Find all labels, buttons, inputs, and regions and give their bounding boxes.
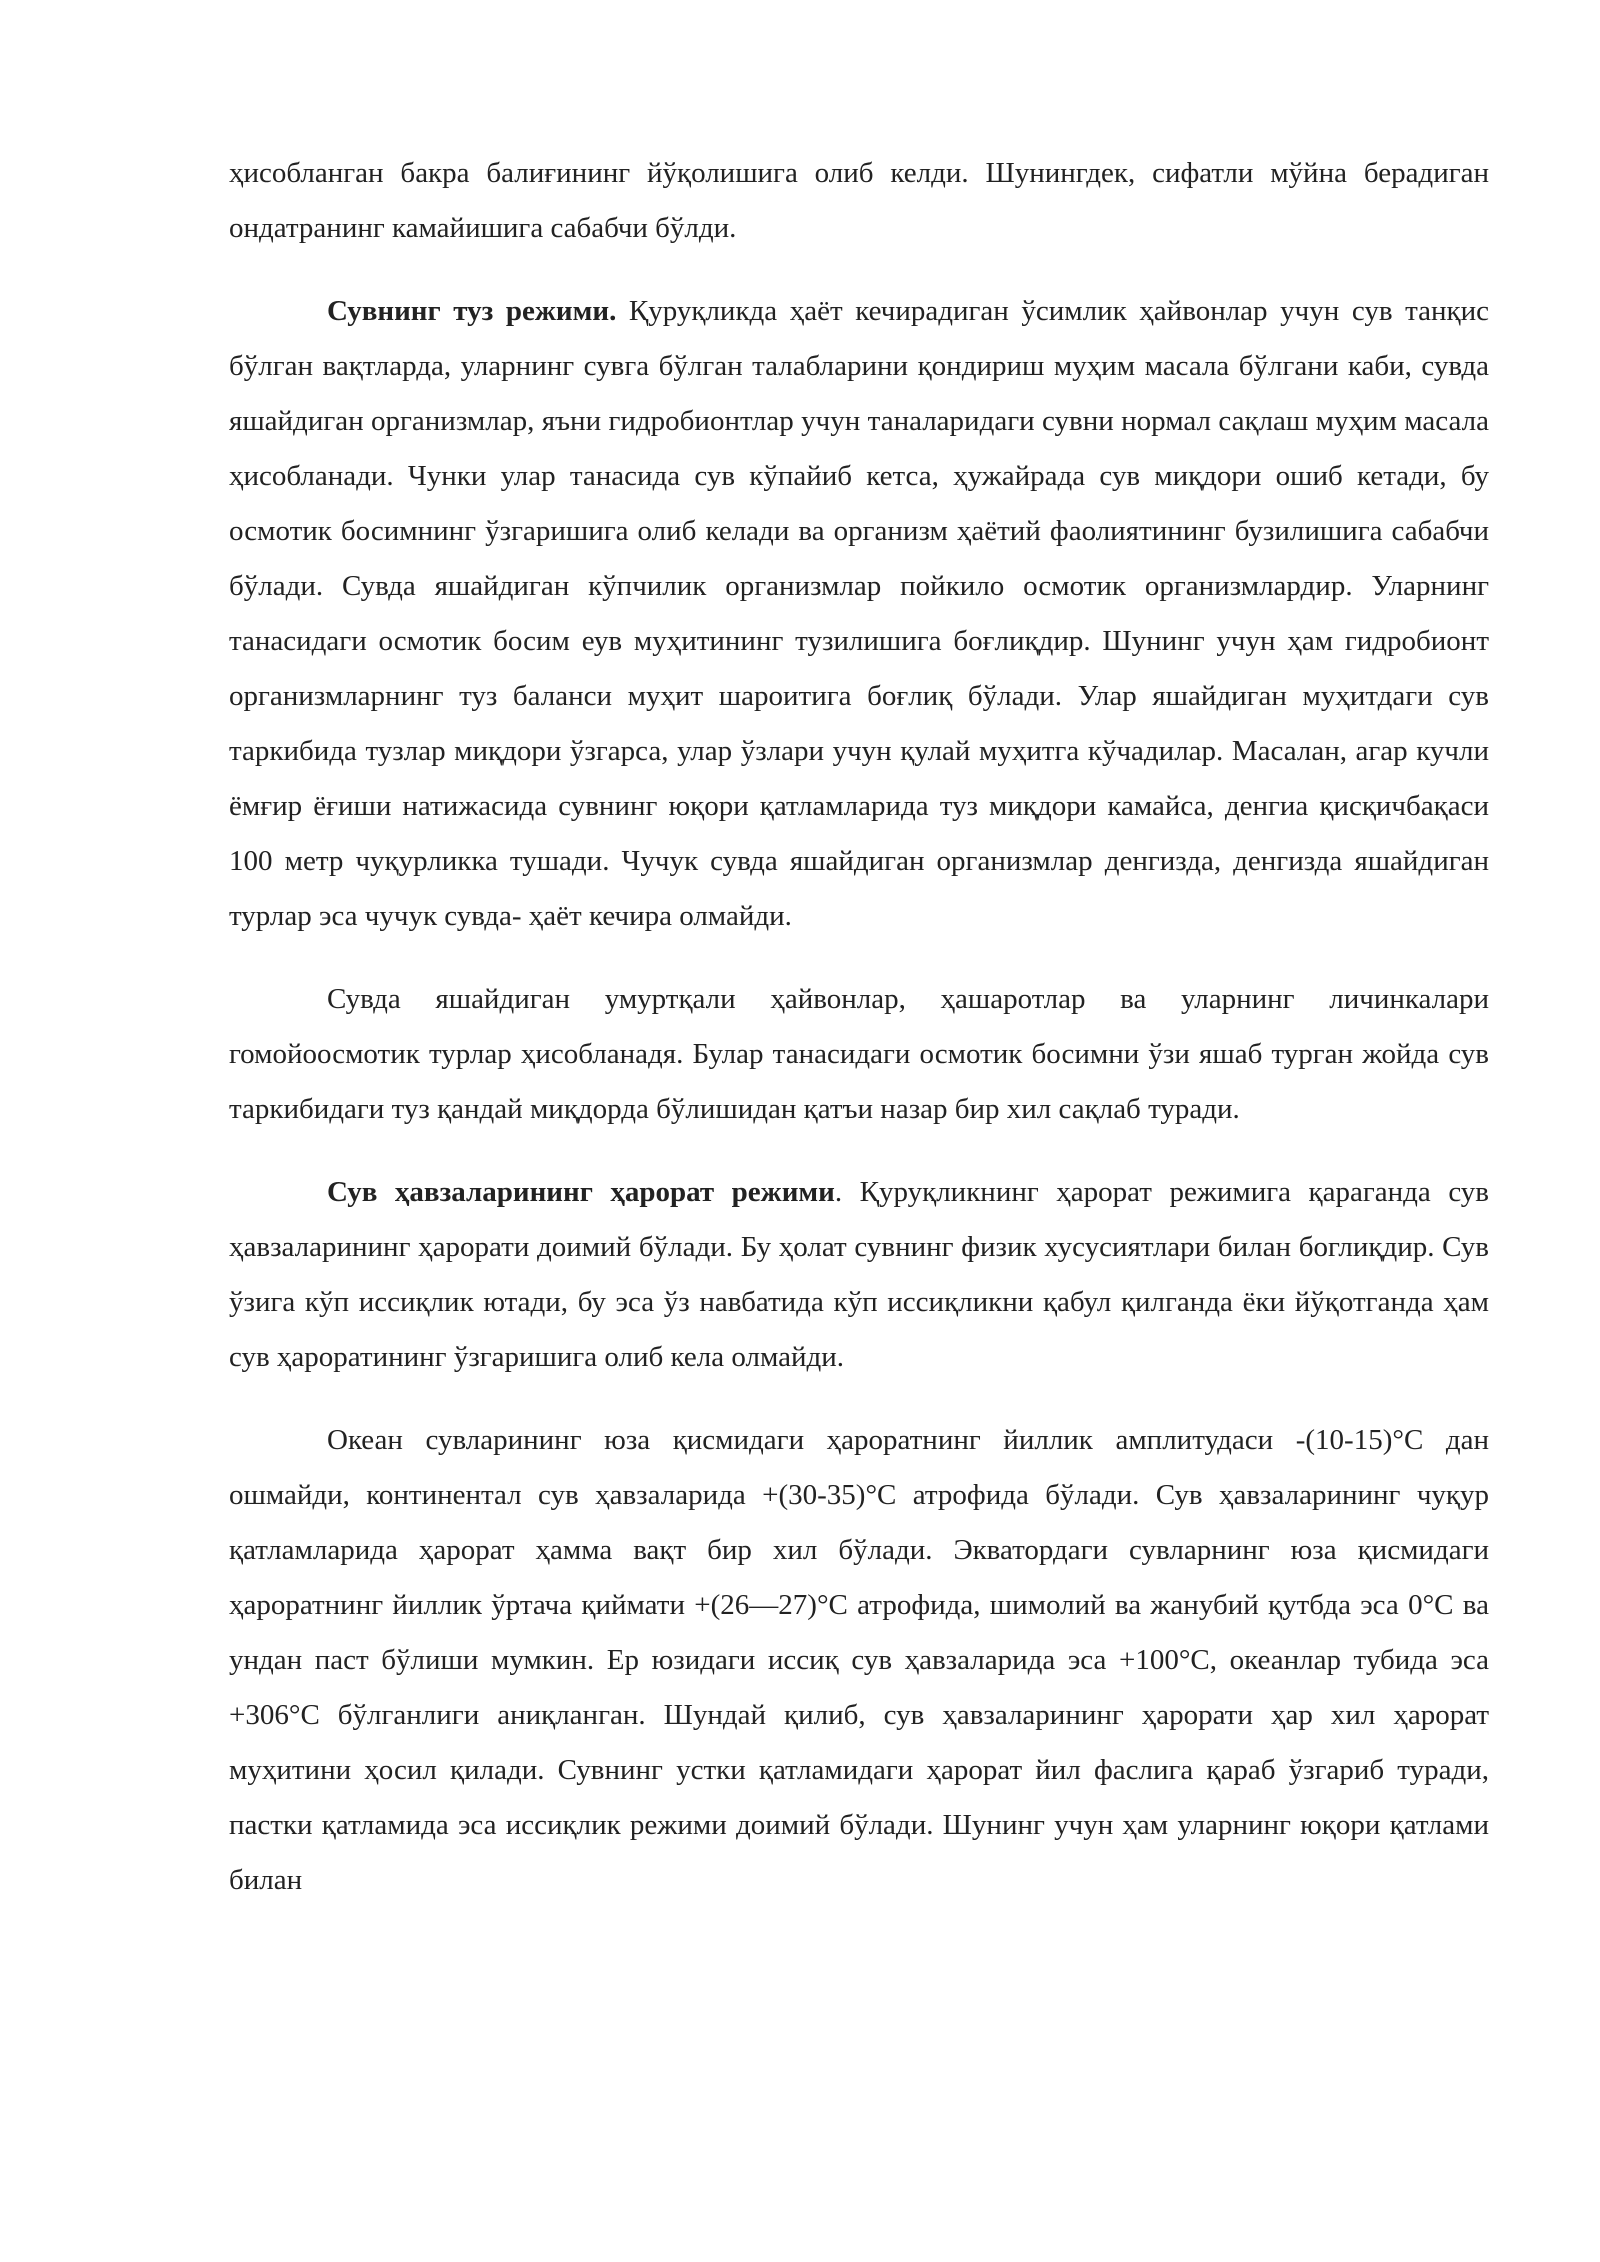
paragraph-1-text: ҳисобланган бакра балиғининг йўқолишига олиб келди. Шунингдек, сифатли мўйна берадиган ондатранинг камайишига сабабчи бўлди. (229, 157, 1489, 244)
paragraph-2-text: Қуруқликда ҳаёт кечирадиган ўсимлик ҳайвонлар учун сув танқис бўлган вақтларда, уларнинг сувга бўлган талабларини қондириш муҳим масала бўлгани каби, сувда яшайдиган организмлар, яъни гидробионтлар учун таналаридаги сувни нормал сақлаш муҳим масала ҳисобланади. Чунки улар танасида сув кўпайиб кетса, ҳужайрада сув миқдори ошиб кетади, бу осмотик босимнинг ўзгаришига олиб келади ва организм ҳаётий фаолиятининг бузилишига сабабчи бўлади. Сувда яшайдиган кўпчилик организмлар пойкило осмотик организмлардир. Уларнинг танасидаги осмотик босим еув муҳитининг тузилишига боғлиқдир. Шунинг учун ҳам гидробионт организмларнинг туз баланси муҳит шароитига боғлиқ бўлади. Улар яшайдиган муҳитдаги сув таркибида тузлар миқдори ўзгарса, улар ўзлари учун қулай муҳитга кўчадилар. Масалан, агар кучли ёмғир ёғиши натижасида сувнинг юқори қатламларида туз миқдори камайса, денгиа қисқичбақаси 100 метр чуқурликка тушади. Чучук сувда яшайдиган организмлар денгизда, денгизда яшайдиган турлар эса чучук сувда- ҳаёт кечира олмайди. (229, 295, 1489, 932)
paragraph-3 (229, 972, 1489, 1137)
paragraph-5-text: Океан сувларининг юза қисмидаги ҳароратнинг йиллик амплитудаси -(10-15)°С дан ошмайди, континентал сув ҳавзаларида +(30-35)°С атрофида бўлади. Сув ҳавзаларининг чуқур қатламларида ҳарорат ҳамма вақт бир хил бўлади. Экватордаги сувларнинг юза қисмидаги ҳароратнинг йиллик ўртача қиймати +(26—27)°С атрофида, шимолий ва жанубий қутбда эса 0°С ва ундан паст бўлиши мумкин. Ер юзидаги иссиқ сув ҳавзаларида эса +100°С, океанлар тубида эса +306°С бўлганлиги аниқланган. Шундай қилиб, сув ҳавзаларининг ҳарорати ҳар хил ҳарорат муҳитини ҳосил қилади. Сувнинг устки қатламидаги ҳарорат йил фаслига қараб ўзгариб туради, пастки қатламида эса иссиқлик режими доимий бўлади. Шунинг учун ҳам уларнинг юқори қатлами билан (229, 1424, 1489, 1896)
paragraph-4-text: . Қуруқликнинг ҳарорат режимига қараганда сув ҳавзаларининг ҳарорати доимий бўлади. Бу ҳолат сувнинг физик хусусиятлари билан боглиқдир. Сув ўзига кўп иссиқлик ютади, бу эса ўз навбатида кўп иссиқликни қабул қилганда ёки йўқотганда ҳам сув ҳароратининг ўзгаришига олиб кела олмайди. (229, 1176, 1489, 1373)
section-heading-salt-regime: Сувнинг туз режими. (327, 295, 617, 327)
section-heading-temperature-regime: Сув ҳавзаларининг ҳарорат режими (327, 1176, 835, 1208)
document-body (229, 146, 1489, 1936)
paragraph-3-text: Сувда яшайдиган умуртқали ҳайвонлар, ҳашаротлар ва уларнинг личинкалари гомойоосмотик турлар ҳисобланадя. Булар танасидаги осмотик босимни ўзи яшаб турган жойда сув таркибидаги туз қандай миқдорда бўлишидан қатъи назар бир хил сақлаб туради. (229, 983, 1489, 1125)
paragraph-5 (229, 1413, 1489, 1908)
paragraph-1 (229, 146, 1489, 256)
paragraph-4 (229, 1165, 1489, 1385)
paragraph-2 (229, 284, 1489, 944)
